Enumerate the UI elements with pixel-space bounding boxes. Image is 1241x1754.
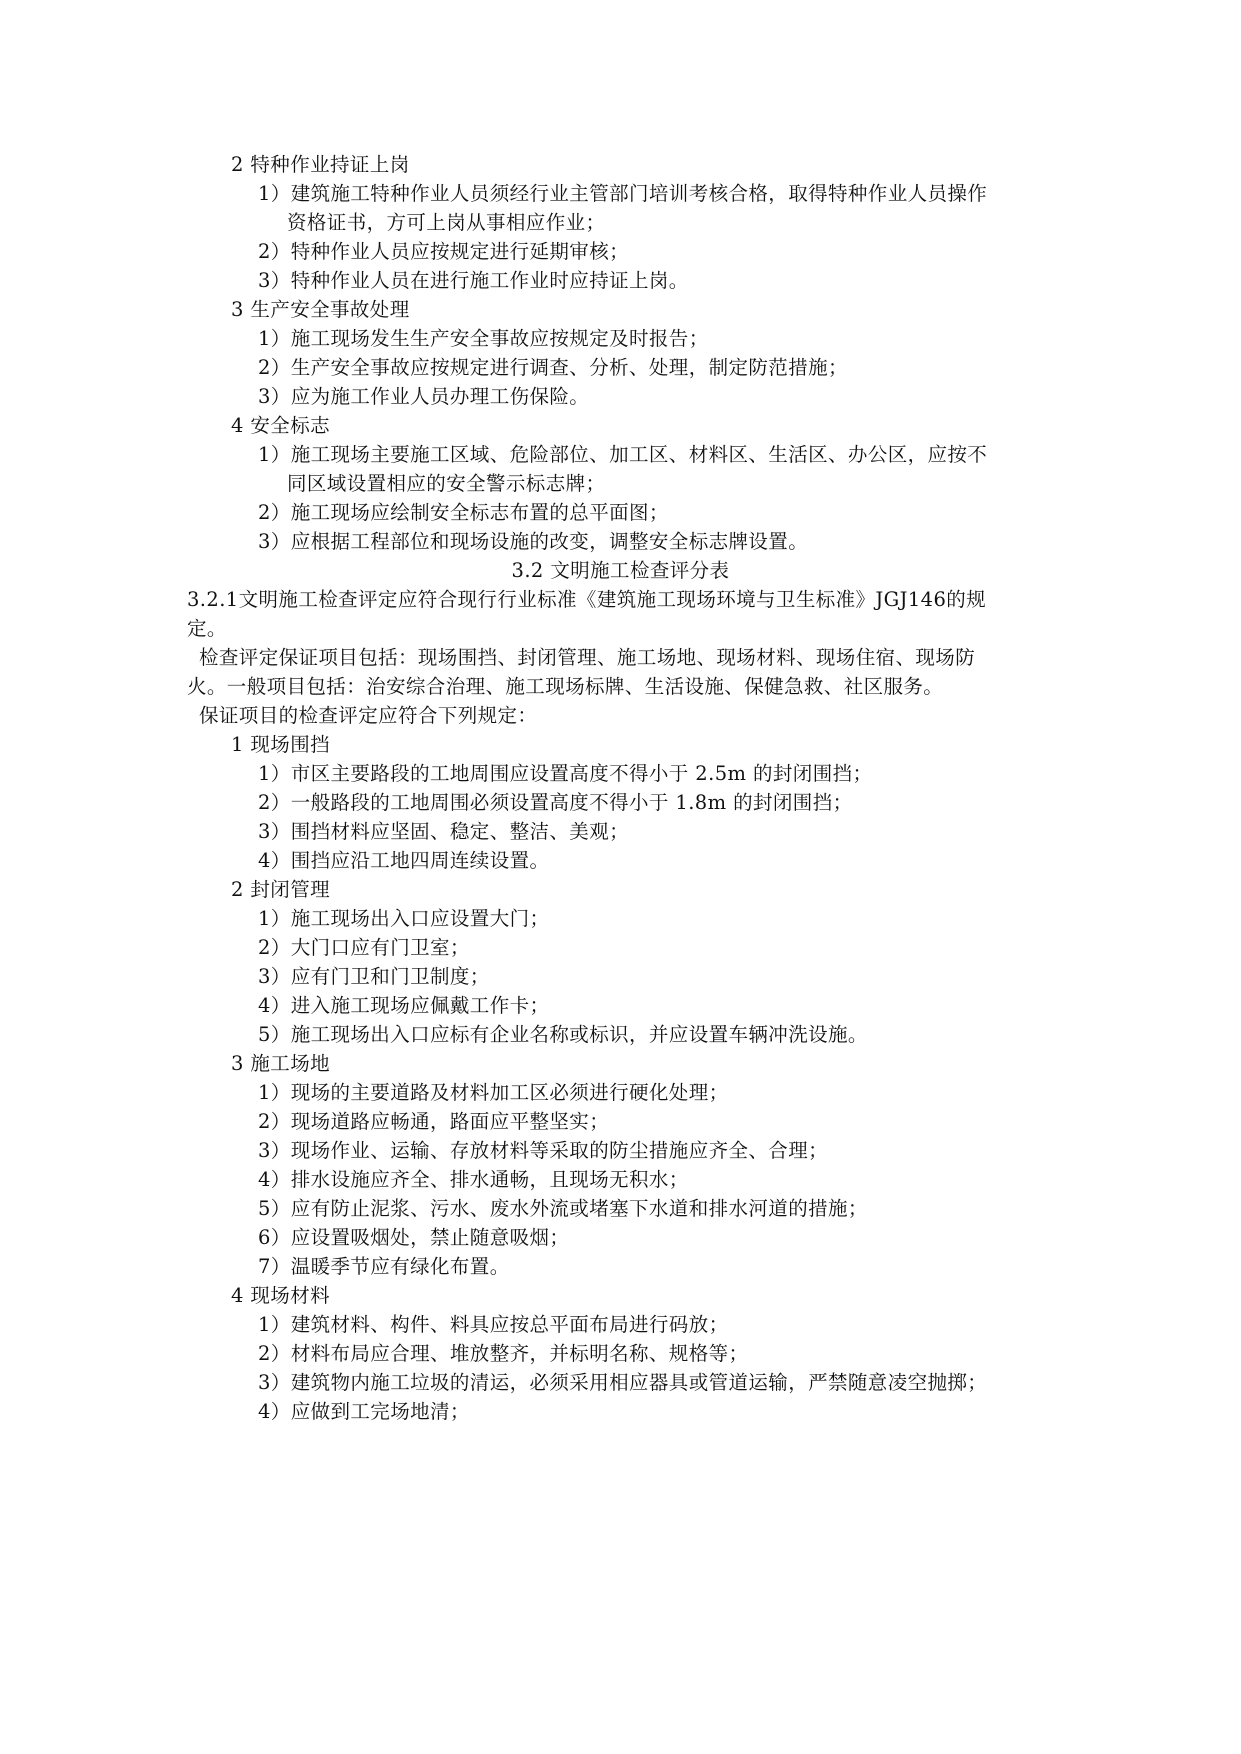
list-item: 1）现场的主要道路及材料加工区必须进行硬化处理； bbox=[258, 1081, 729, 1104]
list-item: 3）应有门卫和门卫制度； bbox=[258, 965, 490, 988]
list-item: 2）大门口应有门卫室； bbox=[258, 936, 470, 959]
list-item: 7）温暖季节应有绿化布置。 bbox=[258, 1255, 510, 1278]
list-item-continuation: 同区域设置相应的安全警示标志牌； bbox=[287, 472, 606, 495]
list-item: 4）围挡应沿工地四周连续设置。 bbox=[258, 849, 550, 872]
list-item: 2）施工现场应绘制安全标志布置的总平面图； bbox=[258, 501, 669, 524]
list-item: 3）现场作业、运输、存放材料等采取的防尘措施应齐全、合理； bbox=[258, 1139, 829, 1162]
section-heading: 4 现场材料 bbox=[231, 1284, 331, 1307]
list-item: 1）市区主要路段的工地周围应设置高度不得小于 2.5m 的封闭围挡； bbox=[258, 762, 873, 785]
list-item: 4）排水设施应齐全、排水通畅，且现场无积水； bbox=[258, 1168, 689, 1191]
list-item: 5）应有防止泥浆、污水、废水外流或堵塞下水道和排水河道的措施； bbox=[258, 1197, 868, 1220]
list-item: 3）应根据工程部位和现场设施的改变，调整安全标志牌设置。 bbox=[258, 530, 809, 553]
section-heading: 2 封闭管理 bbox=[231, 878, 331, 901]
list-item: 3）特种作业人员在进行施工作业时应持证上岗。 bbox=[258, 269, 689, 292]
list-item: 3）应为施工作业人员办理工伤保险。 bbox=[258, 385, 590, 408]
list-item: 2）现场道路应畅通，路面应平整坚实； bbox=[258, 1110, 610, 1133]
list-item: 1）施工现场出入口应设置大门； bbox=[258, 907, 550, 930]
section-heading: 1 现场围挡 bbox=[231, 733, 331, 756]
table-section-title: 3.2 文明施工检查评分表 bbox=[511, 559, 730, 582]
clause-paragraph-continuation: 定。 bbox=[187, 617, 227, 640]
list-item: 4）进入施工现场应佩戴工作卡； bbox=[258, 994, 550, 1017]
list-item: 1）建筑施工特种作业人员须经行业主管部门培训考核合格，取得特种作业人员操作 bbox=[258, 182, 988, 205]
list-item: 3）围挡材料应坚固、稳定、整洁、美观； bbox=[258, 820, 630, 843]
list-item: 4）应做到工完场地清； bbox=[258, 1400, 470, 1423]
paragraph: 检查评定保证项目包括：现场围挡、封闭管理、施工场地、现场材料、现场住宿、现场防 bbox=[199, 646, 976, 669]
list-item: 1）施工现场主要施工区域、危险部位、加工区、材料区、生活区、办公区，应按不 bbox=[258, 443, 988, 466]
list-item: 2）一般路段的工地周围必须设置高度不得小于 1.8m 的封闭围挡； bbox=[258, 791, 853, 814]
section-heading: 3 施工场地 bbox=[231, 1052, 331, 1075]
list-item: 1）施工现场发生生产安全事故应按规定及时报告； bbox=[258, 327, 709, 350]
list-item: 3）建筑物内施工垃圾的清运，必须采用相应器具或管道运输，严禁随意凌空抛掷； bbox=[258, 1371, 988, 1394]
clause-paragraph: 3.2.1文明施工检查评定应符合现行行业标准《建筑施工现场环境与卫生标准》JGJ146的规 bbox=[187, 588, 987, 611]
section-heading: 4 安全标志 bbox=[231, 414, 331, 437]
list-item: 5）施工现场出入口应标有企业名称或标识，并应设置车辆冲洗设施。 bbox=[258, 1023, 868, 1046]
list-item: 2）材料布局应合理、堆放整齐，并标明名称、规格等； bbox=[258, 1342, 749, 1365]
paragraph-continuation: 火。一般项目包括：治安综合治理、施工现场标牌、生活设施、保健急救、社区服务。 bbox=[187, 675, 944, 698]
paragraph: 保证项目的检查评定应符合下列规定： bbox=[199, 704, 538, 727]
section-heading: 2 特种作业持证上岗 bbox=[231, 153, 410, 176]
list-item: 2）特种作业人员应按规定进行延期审核； bbox=[258, 240, 630, 263]
list-item: 2）生产安全事故应按规定进行调查、分析、处理，制定防范措施； bbox=[258, 356, 848, 379]
list-item-continuation: 资格证书，方可上岗从事相应作业； bbox=[287, 211, 606, 234]
list-item: 6）应设置吸烟处，禁止随意吸烟； bbox=[258, 1226, 570, 1249]
section-heading: 3 生产安全事故处理 bbox=[231, 298, 410, 321]
list-item: 1）建筑材料、构件、料具应按总平面布局进行码放； bbox=[258, 1313, 729, 1336]
